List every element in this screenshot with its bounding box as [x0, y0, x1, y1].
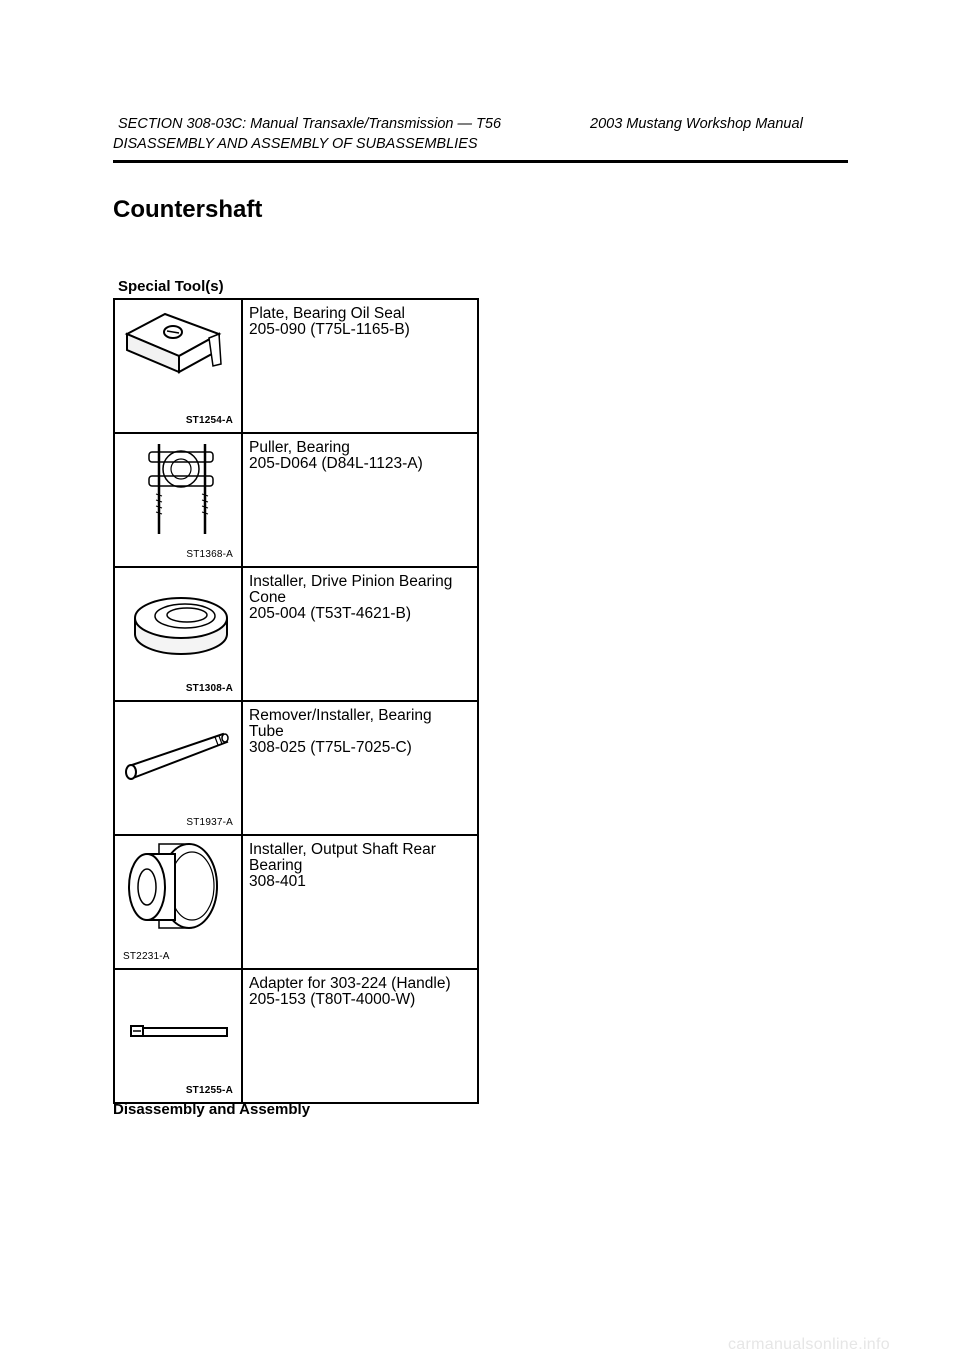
tool-row — [114, 299, 478, 433]
bearing-oil-seal-plate-icon — [119, 304, 243, 400]
header-rule — [113, 160, 848, 163]
tool-name: Plate, Bearing Oil Seal — [249, 305, 405, 322]
bearing-puller-icon — [119, 438, 243, 534]
tool-code: ST1937-A — [186, 817, 233, 828]
tool-illustration-cell — [114, 969, 242, 1103]
output-shaft-bearing-installer-icon — [119, 840, 243, 936]
tool-code: ST1368-A — [186, 549, 233, 560]
tool-number: 308-401 — [249, 873, 306, 890]
handle-adapter-icon — [119, 974, 243, 1070]
tool-illustration-cell — [114, 567, 242, 701]
special-tools-caption: Special Tool(s) — [118, 278, 224, 295]
tool-code: ST1308-A — [185, 683, 233, 694]
pinion-bearing-cone-installer-icon — [119, 572, 243, 668]
tool-description — [242, 299, 478, 433]
special-tools-table — [113, 298, 479, 1104]
tool-number: 205-D064 (D84L-1123-A) — [249, 455, 423, 472]
tool-name: Puller, Bearing — [249, 439, 350, 456]
bearing-tube-remover-installer-icon — [119, 706, 243, 802]
tool-description — [242, 567, 478, 701]
header-subtitle: DISASSEMBLY AND ASSEMBLY OF SUBASSEMBLIES — [113, 136, 478, 152]
tool-description — [242, 433, 478, 567]
tool-number: 308-025 (T75L-7025-C) — [249, 739, 412, 756]
page-title: Countershaft — [113, 196, 263, 223]
header-section: SECTION 308-03C: Manual Transaxle/Transmission — T56 — [118, 116, 502, 132]
tool-description — [242, 835, 478, 969]
tool-row — [114, 433, 478, 567]
tool-number: 205-004 (T53T-4621-B) — [249, 605, 411, 622]
tool-code: ST1255-A — [185, 1085, 233, 1096]
tool-number: 205-153 (T80T-4000-W) — [249, 991, 416, 1008]
tool-row — [114, 835, 478, 969]
tool-name: Installer, Output Shaft Rear — [249, 841, 436, 858]
tool-name: Remover/Installer, Bearing — [249, 707, 432, 724]
tool-illustration-cell — [114, 433, 242, 567]
tool-name: Adapter for 303-224 (Handle) — [249, 975, 451, 992]
tool-code: ST2231-A — [123, 951, 170, 962]
tool-name-cont: Bearing — [249, 857, 303, 874]
tool-row — [114, 567, 478, 701]
disassembly-heading: Disassembly and Assembly — [113, 1101, 311, 1118]
tool-row — [114, 701, 478, 835]
tool-code: ST1254-A — [185, 415, 233, 426]
tool-illustration-cell — [114, 299, 242, 433]
tool-number: 205-090 (T75L-1165-B) — [249, 321, 410, 338]
watermark: carmanualsonline.info — [728, 1336, 890, 1353]
header-manual-title: 2003 Mustang Workshop Manual — [590, 116, 803, 132]
tool-illustration-cell — [114, 835, 242, 969]
tool-description — [242, 701, 478, 835]
tool-row — [114, 969, 478, 1103]
tool-name-cont: Tube — [249, 723, 284, 740]
tool-description — [242, 969, 478, 1103]
tool-illustration-cell — [114, 701, 242, 835]
tool-name-cont: Cone — [249, 589, 287, 606]
tool-name: Installer, Drive Pinion Bearing — [249, 573, 453, 590]
